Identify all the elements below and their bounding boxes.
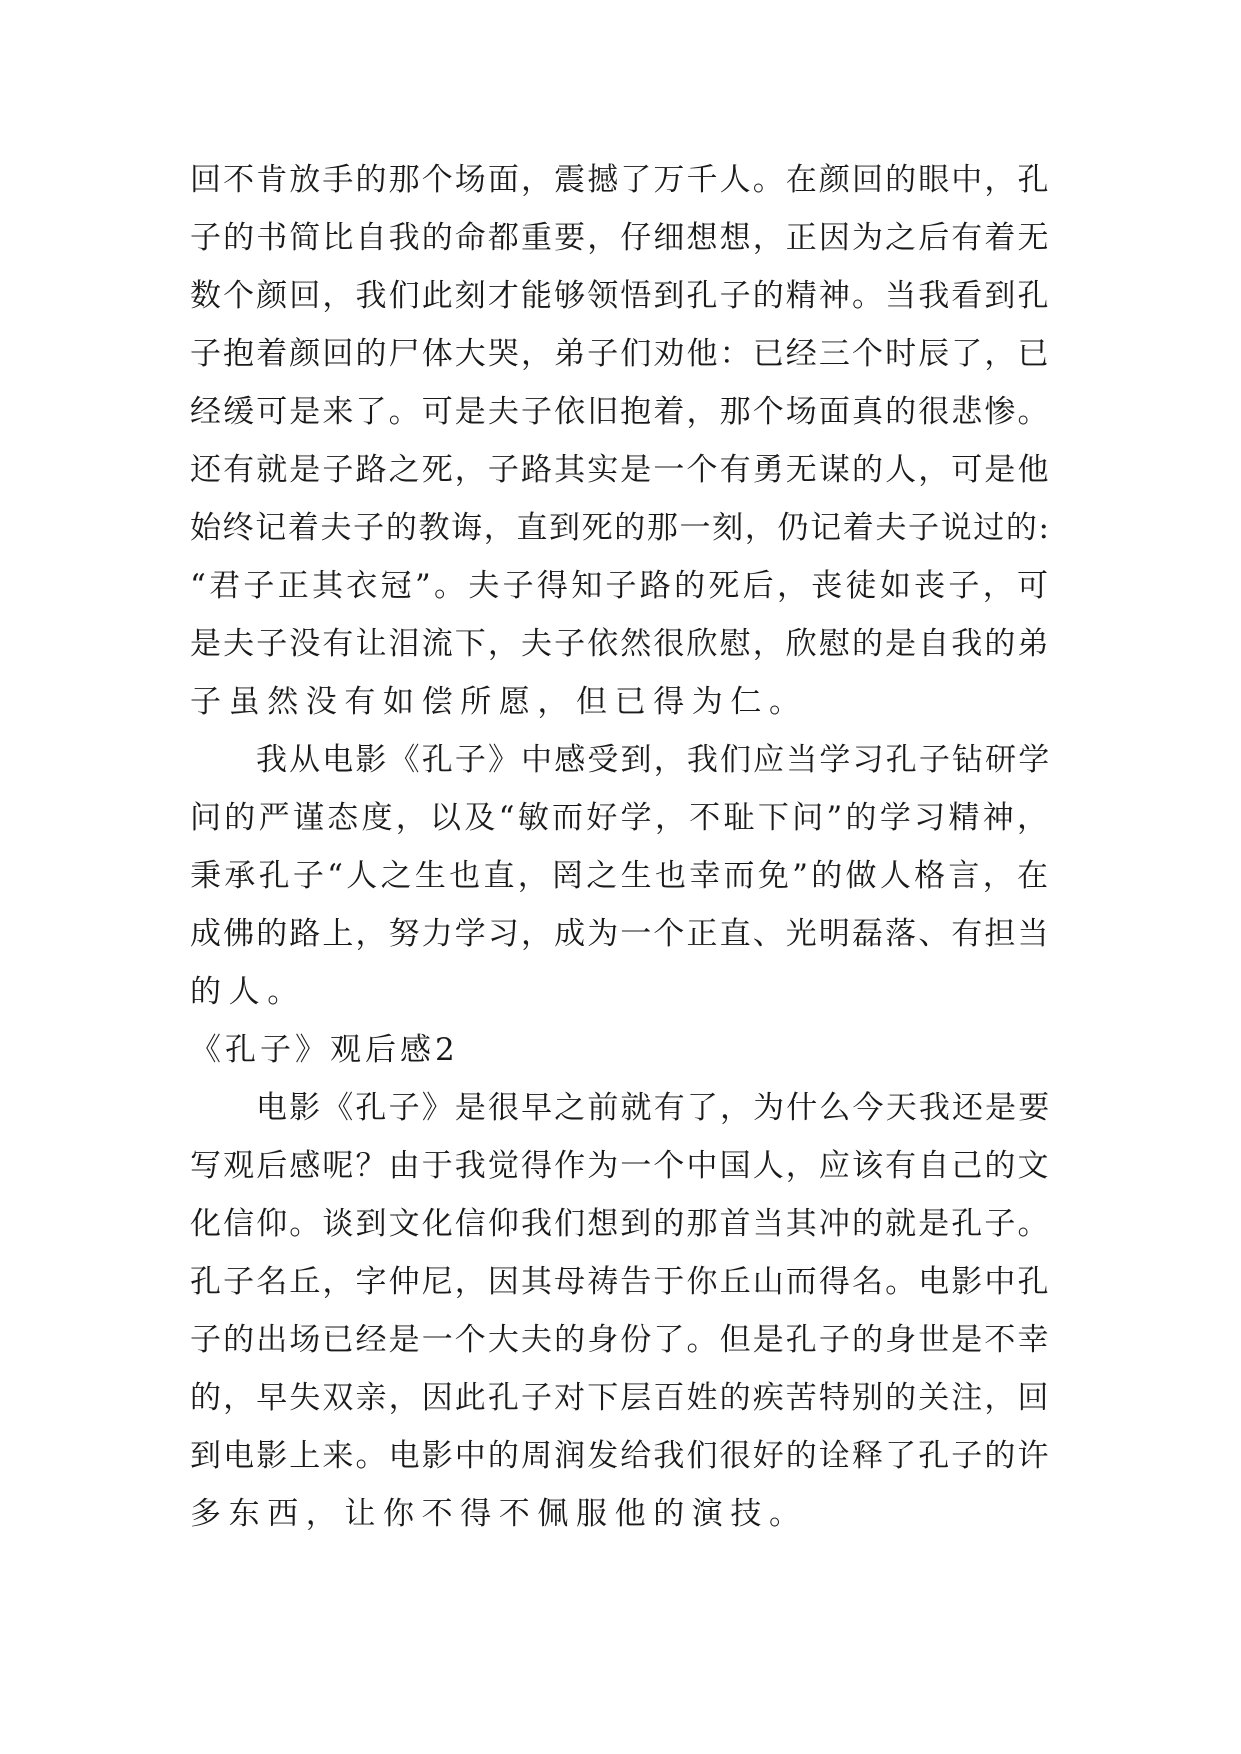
- paragraph-line: 子的书简比自我的命都重要，仔细想想，正因为之后有着无: [190, 220, 1051, 256]
- paragraph-line: 还有就是子路之死，子路其实是一个有勇无谋的人，可是他: [190, 452, 1051, 488]
- paragraph-line: 写观后感呢？由于我觉得作为一个中国人，应该有自己的文: [190, 1148, 1051, 1184]
- paragraph-line: 孔子名丘，字仲尼，因其母祷告于你丘山而得名。电影中孔: [190, 1264, 1051, 1300]
- paragraph-line: 子抱着颜回的尸体大哭，弟子们劝他：已经三个时辰了，已: [190, 336, 1051, 372]
- paragraph-line: 数个颜回，我们此刻才能够领悟到孔子的精神。当我看到孔: [190, 278, 1051, 314]
- paragraph-line: 多东西，让你不得不佩服他的演技。: [190, 1496, 808, 1532]
- paragraph-line: 的人。: [190, 974, 306, 1010]
- paragraph-line: 始终记着夫子的教诲，直到死的那一刻，仍记着夫子说过的:: [190, 510, 1051, 546]
- paragraph-line: 电影《孔子》是很早之前就有了，为什么今天我还是要: [256, 1090, 1052, 1126]
- section-title: 《孔子》观后感2: [190, 1032, 459, 1068]
- paragraph-line: 子的出场已经是一个大夫的身份了。但是孔子的身世是不幸: [190, 1322, 1051, 1358]
- paragraph-line: 问的严谨态度，以及“敏而好学，不耻下问”的学习精神，: [190, 800, 1052, 836]
- paragraph-line: 成佛的路上，努力学习，成为一个正直、光明磊落、有担当: [190, 916, 1051, 952]
- paragraph-line: 到电影上来。电影中的周润发给我们很好的诠释了孔子的许: [190, 1438, 1051, 1474]
- paragraph-line: 回不肯放手的那个场面，震撼了万千人。在颜回的眼中，孔: [190, 162, 1051, 198]
- paragraph-line: 秉承孔子“人之生也直，罔之生也幸而免”的做人格言，在: [190, 858, 1052, 894]
- paragraph-line: “君子正其衣冠”。夫子得知子路的死后，丧徒如丧子，可: [190, 568, 1052, 604]
- paragraph-line: 我从电影《孔子》中感受到，我们应当学习孔子钻研学: [256, 742, 1052, 778]
- paragraph-line: 经缓可是来了。可是夫子依旧抱着，那个场面真的很悲惨。: [190, 394, 1051, 430]
- paragraph-line: 化信仰。谈到文化信仰我们想到的那首当其冲的就是孔子。: [190, 1206, 1051, 1242]
- paragraph-line: 子虽然没有如偿所愿，但已得为仁。: [190, 684, 808, 720]
- paragraph-line: 的，早失双亲，因此孔子对下层百姓的疾苦特别的关注，回: [190, 1380, 1051, 1416]
- paragraph-line: 是夫子没有让泪流下，夫子依然很欣慰，欣慰的是自我的弟: [190, 626, 1051, 662]
